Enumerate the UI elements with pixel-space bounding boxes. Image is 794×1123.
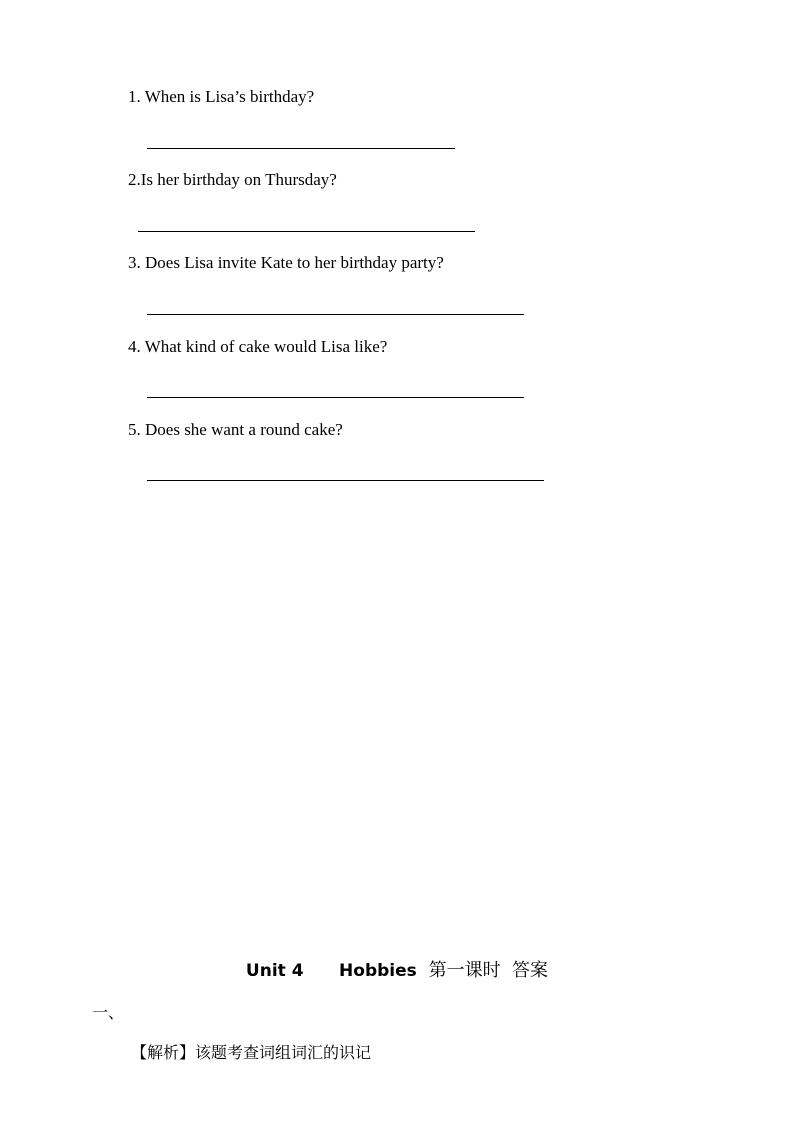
analysis-note [131,1043,371,1063]
question-2: 2.Is her birthday on Thursday? [128,170,337,189]
heading-unit-title: Unit 4 Hobbies [245,961,429,981]
analysis-text: 该题考查词组词汇的识记 [195,1043,372,1062]
answer-line-2[interactable] [138,231,475,232]
answer-line-4[interactable] [147,397,524,398]
section-number: 一、 [92,1003,125,1022]
answer-key-heading [0,960,794,982]
question-5: 5. Does she want a round cake? [128,420,343,439]
question-4: 4. What kind of cake would Lisa like? [128,337,388,356]
answer-line-5[interactable] [147,480,544,481]
question-3: 3. Does Lisa invite Kate to her birthday party? [128,253,444,272]
answer-line-3[interactable] [147,314,524,315]
question-1: 1. When is Lisa’s birthday? [128,87,315,106]
analysis-label: 【解析】 [131,1043,196,1062]
heading-lesson-title: 第一课时 答案 [428,960,549,981]
answer-line-1[interactable] [147,148,455,149]
